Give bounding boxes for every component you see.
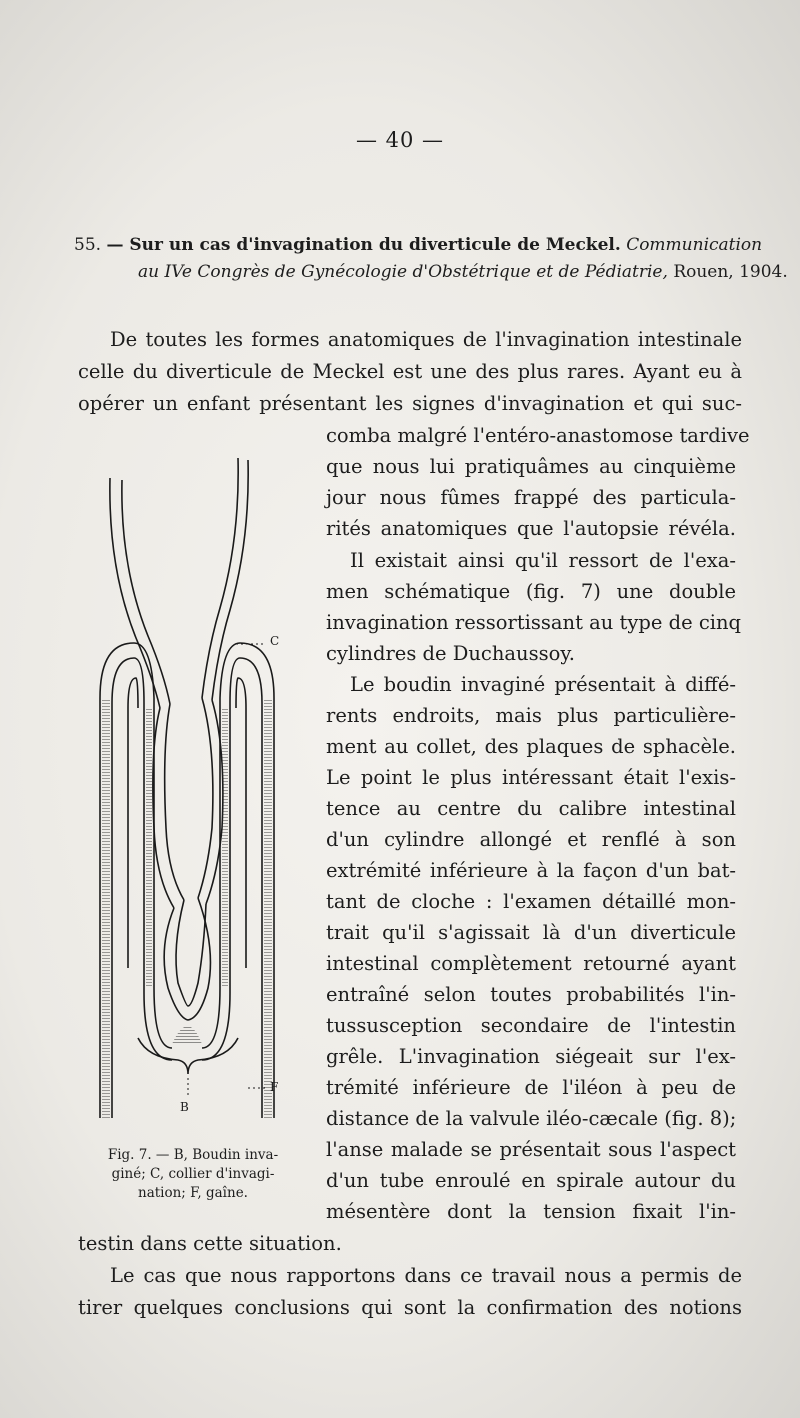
text-line: Il existait ainsi qu'il ressort de l'exa- — [350, 549, 736, 572]
text-line: intestinal complètement retourné ayant — [326, 952, 736, 975]
text-line: extrémité inférieure à la façon d'un bat- — [326, 859, 736, 882]
text-line: que nous lui pratiquâmes au cinquième — [326, 455, 736, 478]
text-line: invagination ressortissant au type de cinq — [326, 611, 742, 634]
caption-line: giné; C, collier d'invagi- — [111, 1166, 275, 1182]
page-number: — 40 — — [355, 128, 445, 152]
text-line: rents endroits, mais plus particulière- — [326, 704, 736, 727]
text-line: tence au centre du calibre intestinal — [326, 797, 736, 820]
text-line: opérer un enfant présentant les signes d'invagination et qui suc- — [78, 392, 742, 415]
text-line: d'un cylindre allongé et renflé à son — [326, 828, 736, 851]
text-line: rités anatomiques que l'autopsie révéla. — [326, 517, 736, 540]
entry-venue — [138, 262, 788, 282]
text-line: trait qu'il s'agissait là d'un diverticule — [326, 921, 736, 944]
text-line: comba malgré l'entéro-anastomose tardive — [326, 424, 750, 447]
text-line: cylindres de Duchaussoy. — [326, 642, 575, 665]
text-line: mésentère dont la tension fixait l'in- — [326, 1200, 736, 1223]
text-line: Le cas que nous rapportons dans ce travail nous a permis de — [110, 1264, 742, 1287]
text-line: celle du diverticule de Meckel est une des plus rares. Ayant eu à — [78, 360, 742, 383]
text-line: grêle. L'invagination siégeait sur l'ex- — [326, 1045, 736, 1068]
entry-heading — [74, 235, 763, 255]
text-line: De toutes les formes anatomiques de l'invagination intestinale — [110, 328, 742, 351]
text-line: men schématique (fig. 7) une double — [326, 580, 736, 603]
entry-number: 55. — [74, 235, 102, 255]
intestine-invagination-diagram — [88, 448, 288, 1138]
text-line: jour nous fûmes frappé des particula- — [326, 486, 736, 509]
text-line: l'anse malade se présentait sous l'aspect — [326, 1138, 736, 1161]
text-line: ment au collet, des plaques de sphacèle. — [326, 735, 736, 758]
text-line: d'un tube enroulé en spirale autour du — [326, 1169, 736, 1192]
text-line: testin dans cette situation. — [78, 1232, 342, 1255]
entry-title: — Sur un cas d'invagination du diverticule de Meckel. — [106, 235, 621, 255]
figure-label-c: C — [270, 634, 280, 648]
text-line: tirer quelques conclusions qui sont la confirmation des notions — [78, 1296, 742, 1319]
text-line: distance de la valvule iléo-cæcale (fig. 8); — [326, 1107, 737, 1130]
entry-venue-b: au IVe Congrès de Gynécologie d'Obstétrique et de Pédiatrie, — [138, 262, 668, 282]
figure-caption — [88, 1146, 298, 1203]
entry-place-date: Rouen, 1904. — [673, 262, 788, 282]
text-line: tussusception secondaire de l'intestin — [326, 1014, 736, 1037]
text-line: Le point le plus intéressant était l'exis- — [326, 766, 736, 789]
figure-7-illustration — [88, 448, 288, 1138]
text-line: entraîné selon toutes probabilités l'in- — [326, 983, 736, 1006]
text-line: Le boudin invaginé présentait à diffé- — [350, 673, 736, 696]
text-line: trémité inférieure de l'iléon à peu de — [326, 1076, 736, 1099]
figure-label-b: B — [180, 1100, 189, 1114]
caption-line: nation; F, gaîne. — [138, 1185, 248, 1201]
text-line: tant de cloche : l'examen détaillé mon- — [326, 890, 736, 913]
entry-venue-a: Communication — [626, 235, 763, 255]
caption-line: Fig. 7. — B, Boudin inva- — [107, 1147, 279, 1163]
figure-label-f: F — [270, 1080, 279, 1094]
